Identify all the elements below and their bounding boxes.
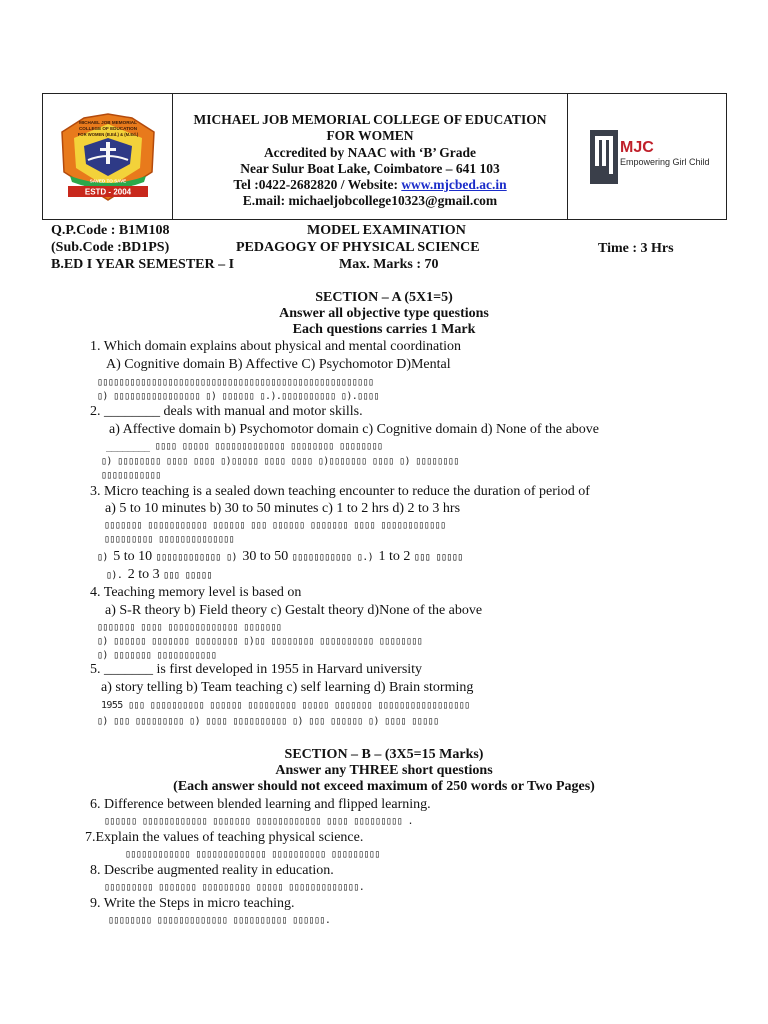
question-9: 9. Write the Steps in micro teaching. bbox=[90, 896, 295, 911]
question-5: 5. _______ is first developed in 1955 in Harvard university bbox=[90, 662, 423, 677]
max-marks: Max. Marks : 70 bbox=[339, 257, 439, 272]
question-7-tamil: ▯▯▯▯▯▯▯▯▯▯▯▯ ▯▯▯▯▯▯▯▯▯▯▯▯▯ ▯▯▯▯▯▯▯▯▯▯ ▯▯▯▯▯▯▯▯▯ bbox=[125, 849, 380, 860]
mjc-tagline: Empowering Girl Child bbox=[620, 156, 710, 167]
address: Near Sulur Boat Lake, Coimbatore – 641 103 bbox=[240, 160, 500, 176]
question-3-tamil-2: ▯▯▯▯▯▯▯▯▯ ▯▯▯▯▯▯▯▯▯▯▯▯▯▯ bbox=[104, 534, 235, 545]
svg-text:SAVED TO SAVE: SAVED TO SAVE bbox=[89, 178, 126, 183]
question-1-tamil: ▯▯▯▯▯▯▯▯▯▯▯▯▯▯▯▯▯▯▯▯▯▯▯▯▯▯▯▯▯▯▯▯▯▯▯▯▯▯▯▯▯▯▯▯▯▯▯▯▯▯▯ bbox=[97, 377, 374, 388]
contact-line bbox=[173, 177, 567, 193]
question-2-options: a) Affective domain b) Psychomotor domain c) Cognitive domain d) None of the above bbox=[109, 422, 600, 437]
question-3-tamil-options-2: ▯). 2 to 3 ▯▯▯ ▯▯▯▯▯ bbox=[106, 567, 212, 582]
subject-title: PEDAGOGY OF PHYSICAL SCIENCE bbox=[236, 240, 480, 255]
exam-type: MODEL EXAMINATION bbox=[307, 223, 466, 238]
qp-code: Q.P.Code : B1M108 bbox=[51, 223, 170, 238]
question-3-options: a) 5 to 10 minutes b) 30 to 50 minutes c) 1 to 2 hrs d) 2 to 3 hrs bbox=[105, 501, 461, 516]
question-8: 8. Describe augmented reality in education. bbox=[90, 863, 334, 878]
year-semester: B.ED I YEAR SEMESTER – I bbox=[51, 257, 235, 272]
question-4-options: a) S-R theory b) Field theory c) Gestalt theory d)None of the above bbox=[105, 603, 483, 618]
seal-icon bbox=[54, 112, 162, 202]
question-2: 2. ________ deals with manual and motor skills. bbox=[90, 404, 363, 419]
seal-estd-label: ESTD - 2004 bbox=[84, 187, 131, 196]
college-seal-logo bbox=[43, 94, 173, 219]
question-5-tamil: 1955 ▯▯▯ ▯▯▯▯▯▯▯▯▯▯ ▯▯▯▯▯▯ ▯▯▯▯▯▯▯▯▯ ▯▯▯▯▯ ▯▯▯▯▯▯▯ ▯▯▯▯▯▯▯▯▯▯▯▯▯▯▯▯▯ bbox=[101, 700, 470, 711]
question-1-tamil-options: ▯) ▯▯▯▯▯▯▯▯▯▯▯▯▯▯▯▯ ▯) ▯▯▯▯▯▯ ▯.).▯▯▯▯▯▯▯▯▯▯ ▯).▯▯▯▯ bbox=[97, 391, 379, 402]
telephone: Tel :0422-2682820 / Website: bbox=[233, 177, 402, 193]
email: E.mail: michaeljobcollege10323@gmail.com bbox=[242, 193, 498, 209]
mjc-name: MJC bbox=[620, 138, 654, 156]
question-3: 3. Micro teaching is a sealed down teaching encounter to reduce the duration of period of bbox=[90, 484, 590, 499]
question-1-options: A) Cognitive domain B) Affective C) Psychomotor D)Mental bbox=[106, 357, 451, 372]
question-5-options: a) story telling b) Team teaching c) self learning d) Brain storming bbox=[101, 680, 474, 695]
question-4-tamil-options-1: ▯) ▯▯▯▯▯▯ ▯▯▯▯▯▯▯ ▯▯▯▯▯▯▯▯ ▯)▯▯ ▯▯▯▯▯▯▯▯ ▯▯▯▯▯▯▯▯▯▯ ▯▯▯▯▯▯▯▯ bbox=[97, 636, 423, 647]
svg-text:FOR WOMEN (B.Ed.) & (M.Ed.): FOR WOMEN (B.Ed.) & (M.Ed.) bbox=[77, 131, 138, 137]
question-5-tamil-options: ▯) ▯▯▯ ▯▯▯▯▯▯▯▯▯ ▯) ▯▯▯▯ ▯▯▯▯▯▯▯▯▯▯ ▯) ▯▯▯ ▯▯▯▯▯▯ ▯) ▯▯▯▯ ▯▯▯▯▯ bbox=[97, 716, 439, 727]
mjc-logo bbox=[568, 94, 726, 219]
question-6: 6. Difference between blended learning and flipped learning. bbox=[90, 797, 431, 812]
section-b-instruction-2: (Each answer should not exceed maximum of 250 words or Two Pages) bbox=[173, 779, 595, 794]
question-2-tamil-options-1: ▯) ▯▯▯▯▯▯▯▯ ▯▯▯▯ ▯▯▯▯ ▯)▯▯▯▯▯ ▯▯▯▯ ▯▯▯▯ ▯)▯▯▯▯▯▯▯ ▯▯▯▯ ▯) ▯▯▯▯▯▯▯▯ bbox=[101, 456, 459, 467]
section-b-instruction-1: Answer any THREE short questions bbox=[275, 763, 493, 778]
question-4-tamil-options-2: ▯) ▯▯▯▯▯▯▯ ▯▯▯▯▯▯▯▯▯▯▯ bbox=[97, 650, 217, 661]
duration: Time : 3 Hrs bbox=[598, 241, 674, 256]
college-name-line1: MICHAEL JOB MEMORIAL COLLEGE OF EDUCATION bbox=[193, 112, 547, 127]
svg-text:MICHAEL JOB MEMORIAL: MICHAEL JOB MEMORIAL bbox=[78, 119, 137, 125]
question-9-tamil: ▯▯▯▯▯▯▯▯ ▯▯▯▯▯▯▯▯▯▯▯▯▯ ▯▯▯▯▯▯▯▯▯▯ ▯▯▯▯▯▯. bbox=[108, 915, 331, 926]
sub-code: (Sub.Code :BD1PS) bbox=[51, 240, 170, 255]
header-table bbox=[42, 93, 727, 220]
section-a-title: SECTION – A (5X1=5) bbox=[315, 290, 453, 305]
accreditation: Accredited by NAAC with ‘B’ Grade bbox=[263, 144, 477, 160]
section-a-instruction-1: Answer all objective type questions bbox=[279, 306, 489, 321]
college-name-line2: FOR WOMEN bbox=[326, 128, 414, 144]
question-8-tamil: ▯▯▯▯▯▯▯▯▯ ▯▯▯▯▯▯▯ ▯▯▯▯▯▯▯▯▯ ▯▯▯▯▯ ▯▯▯▯▯▯▯▯▯▯▯▯▯. bbox=[104, 882, 365, 893]
section-b-title: SECTION – B – (3X5=15 Marks) bbox=[284, 747, 484, 762]
question-3-tamil-1: ▯▯▯▯▯▯▯ ▯▯▯▯▯▯▯▯▯▯▯ ▯▯▯▯▯▯ ▯▯▯ ▯▯▯▯▯▯ ▯▯▯▯▯▯▯ ▯▯▯▯ ▯▯▯▯▯▯▯▯▯▯▯▯ bbox=[104, 520, 446, 531]
college-details bbox=[173, 94, 568, 219]
question-6-tamil: ▯▯▯▯▯▯ ▯▯▯▯▯▯▯▯▯▯▯▯ ▯▯▯▯▯▯▯ ▯▯▯▯▯▯▯▯▯▯▯▯ ▯▯▯▯ ▯▯▯▯▯▯▯▯▯ . bbox=[104, 816, 413, 827]
question-2-tamil: ________ ▯▯▯▯ ▯▯▯▯▯ ▯▯▯▯▯▯▯▯▯▯▯▯▯ ▯▯▯▯▯▯▯▯ ▯▯▯▯▯▯▯▯ bbox=[106, 441, 383, 452]
question-2-tamil-options-2: ▯▯▯▯▯▯▯▯▯▯▯ bbox=[101, 470, 161, 481]
question-4-tamil: ▯▯▯▯▯▯▯ ▯▯▯▯ ▯▯▯▯▯▯▯▯▯▯▯▯▯ ▯▯▯▯▯▯▯ bbox=[97, 622, 282, 633]
question-4: 4. Teaching memory level is based on bbox=[90, 585, 302, 600]
svg-text:COLLEGE OF EDUCATION: COLLEGE OF EDUCATION bbox=[78, 125, 137, 131]
question-1: 1. Which domain explains about physical and mental coordination bbox=[90, 339, 462, 354]
question-7: 7.Explain the values of teaching physical science. bbox=[85, 830, 364, 845]
question-3-tamil-options-1: ▯) 5 to 10 ▯▯▯▯▯▯▯▯▯▯▯▯ ▯) 30 to 50 ▯▯▯▯▯▯▯▯▯▯▯ ▯.) 1 to 2 ▯▯▯ ▯▯▯▯▯ bbox=[97, 549, 463, 564]
section-a-instruction-2: Each questions carries 1 Mark bbox=[292, 322, 476, 337]
website-link[interactable]: www.mjcbed.ac.in bbox=[401, 177, 507, 193]
mjc-emblem-icon bbox=[582, 122, 712, 192]
